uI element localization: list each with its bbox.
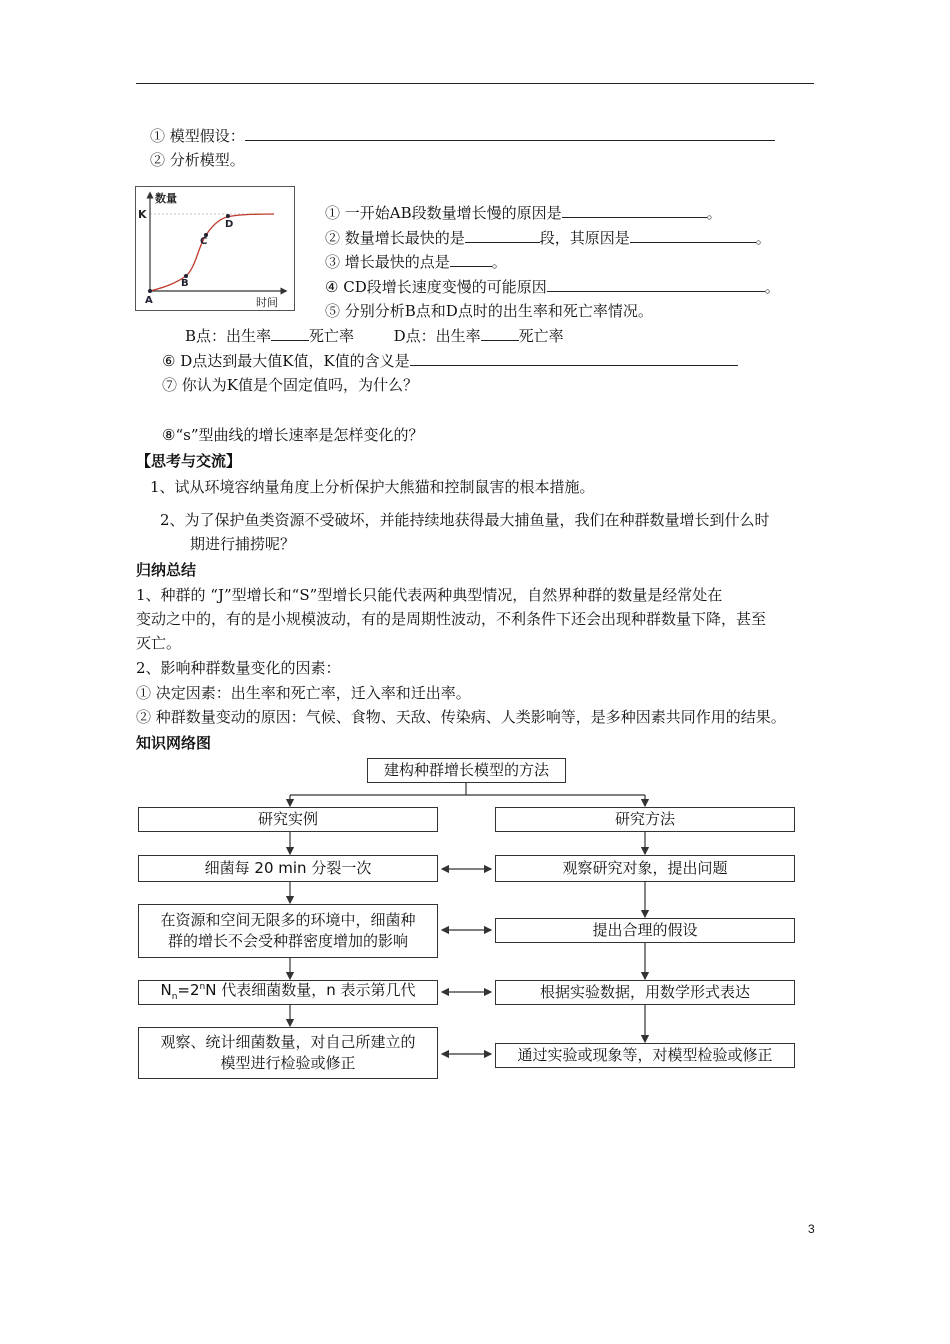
birth-death-rates: B点：出生率 死亡率 D点：出生率 死亡率: [185, 327, 564, 345]
right-box-1: 研究方法: [495, 807, 795, 832]
left-box-1: 研究实例: [138, 807, 438, 832]
sub-question-1: ① 一开始AB段数量增长慢的原因是 。: [325, 204, 722, 222]
summary-p1-line2: 变动之中的，有的是小规模波动，有的是周期性波动，不利条件下还会出现种群数量下降，甚至: [136, 610, 767, 628]
summary-heading: 归纳总结: [136, 561, 197, 579]
sub-question-3: ③ 增长最快的点是 。: [325, 253, 507, 271]
label-a: A: [145, 295, 153, 306]
question-6: ⑥ D点达到最大值K值，K值的含义是: [162, 351, 738, 371]
think-item-2-cont: 期进行捕捞呢？: [190, 535, 296, 553]
y-label: 数量: [155, 192, 177, 205]
right-box-3: 提出合理的假设: [495, 918, 795, 943]
label-b: B: [181, 278, 189, 289]
left-box-2: 细菌每 20 min 分裂一次: [138, 855, 438, 882]
question-2: ② 分析模型。: [150, 151, 245, 169]
sub-question-2: ② 数量增长最快的是 段，其原因是 。: [325, 229, 771, 247]
think-item-1: 1、试从环境容纳量角度上分析保护大熊猫和控制鼠害的根本措施。: [150, 478, 595, 496]
summary-p4: ② 种群数量变动的原因：气候、食物、天敌、传染病、人类影响等，是多种因素共同作用的结果。: [136, 708, 786, 726]
left-box-5: [138, 1027, 438, 1079]
formula: $N_n=2^nN$ 代表细菌数量，n 表示第几代: [160, 981, 416, 1002]
right-box-2: 观察研究对象，提出问题: [495, 855, 795, 882]
question-7: ⑦ 你认为K值是个固定值吗，为什么？: [162, 376, 418, 394]
sub-question-5: ⑤ 分别分析B点和D点时的出生率和死亡率情况。: [325, 302, 653, 320]
k-label: K: [138, 208, 147, 221]
summary-p3: ① 决定因素：出生率和死亡率，迁入率和迁出率。: [136, 684, 471, 702]
left-box-4: [138, 980, 438, 1005]
network-root-box: 建构种群增长模型的方法: [367, 758, 566, 783]
left-box-3-line1: 在资源和空间无限多的环境中，细菌种: [160, 911, 416, 929]
summary-p2: 2、影响种群数量变化的因素：: [136, 659, 341, 677]
right-box-4: 根据实验数据，用数学形式表达: [495, 980, 795, 1005]
x-label: 时间: [256, 296, 278, 309]
summary-p1-line1: 1、种群的 “J”型增长和“S”型增长只能代表两种典型情况，自然界种群的数量是经常处在: [136, 586, 723, 604]
sub-question-4: ④ CD段增长速度变慢的可能原因 。: [325, 278, 780, 296]
summary-p1-line3: 灭亡。: [136, 634, 182, 652]
label-d: D: [225, 219, 234, 230]
right-box-5: 通过实验或现象等，对模型检验或修正: [495, 1043, 795, 1068]
page-number: 3: [808, 1222, 815, 1236]
formula-rest: N 代表细菌数量，n 表示第几代: [205, 981, 416, 999]
left-box-5-line2: 模型进行检验或修正: [220, 1054, 356, 1072]
left-box-3: [138, 904, 438, 958]
left-box-3-line2: 群的增长不会受种群密度增加的影响: [167, 932, 408, 950]
left-box-5-line1: 观察、统计细菌数量，对自己所建立的: [160, 1033, 416, 1051]
network-heading: 知识网络图: [136, 734, 212, 752]
question-1: ① 模型假设：: [150, 126, 775, 146]
think-item-2: 2、为了保护鱼类资源不受破坏，并能持续地获得最大捕鱼量，我们在种群数量增长到什么时: [160, 511, 770, 529]
think-heading: 【思考与交流】: [136, 452, 242, 470]
question-8: ⑧“s”型曲线的增长速率是怎样变化的？: [162, 426, 424, 444]
label-c: C: [200, 236, 208, 247]
